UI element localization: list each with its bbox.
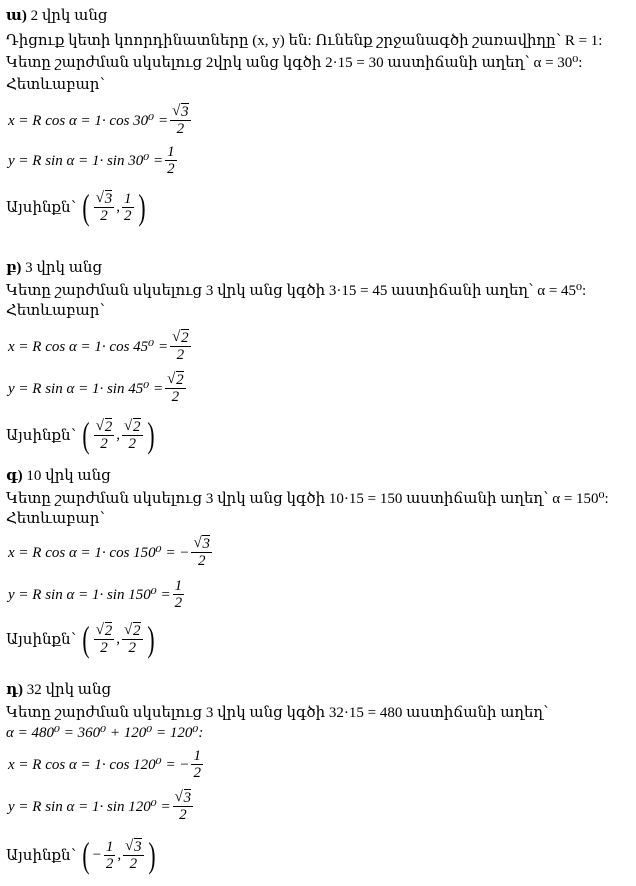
equation-text: x = R cos α = 1· cos 150⁰ = − (8, 544, 190, 561)
intro-text: Դիցուք կետի կոորդինատները (x, y) են: Ունենք շրջանագծի շառավիղը՝ R = 1: (6, 33, 603, 49)
equation-x (8, 100, 193, 140)
fraction-numerator: 3 (183, 789, 192, 806)
fraction-denominator: 2 (197, 552, 206, 569)
fraction (165, 144, 177, 177)
hence-text: Հետևաբար՝ (6, 511, 105, 527)
equation-y (8, 368, 188, 408)
fraction-numerator: 2 (176, 371, 184, 388)
section-letter: գ) (6, 468, 23, 484)
fraction (173, 790, 194, 823)
fraction-numerator: 2 (181, 329, 189, 346)
arc-text: Կետը շարժման սկսելուց 2վրկ անց կգծի 2·15 = 30 աստիճանի աղեղ՝ α = 30⁰: (6, 55, 583, 71)
section-title: 3 վրկ անց (25, 260, 103, 276)
equation-x (8, 532, 214, 572)
equation-y (8, 140, 179, 180)
section-letter: բ) (6, 260, 22, 276)
fraction-numerator: 1 (174, 577, 183, 594)
answer-x-numerator: 1 (105, 838, 114, 855)
fraction-denominator: 2 (174, 594, 183, 611)
answer-x (94, 419, 115, 452)
fraction-numerator: 1 (167, 143, 175, 160)
answer-y-numerator: 3 (134, 838, 142, 855)
section-title: 10 վրկ անց (26, 468, 111, 484)
fraction-denominator: 2 (167, 160, 175, 177)
equation-x (8, 326, 193, 366)
answer-x-denominator: 2 (105, 855, 114, 872)
answer-y-numerator: 2 (133, 622, 141, 639)
equation-text: x = R cos α = 1· cos 45⁰ = (8, 338, 169, 355)
equation-text: x = R cos α = 1· cos 30⁰ = (8, 112, 169, 129)
answer-y (122, 419, 143, 452)
fraction-numerator: 3 (181, 103, 189, 120)
section-title: 32 վրկ անց (26, 682, 112, 698)
answer-label: Այսինքն՝ (6, 631, 77, 648)
fraction (165, 372, 186, 405)
answer-label: Այսինքն՝ (6, 427, 77, 444)
hence-text: Հետևաբար՝ (6, 303, 105, 319)
answer-x (94, 623, 115, 656)
equation-text: x = R cos α = 1· cos 120⁰ = − (8, 756, 190, 773)
answer-x-numerator: 3 (104, 190, 113, 207)
section-heading-c (6, 466, 111, 485)
arc-text: Կետը շարժման սկսելուց 3 վրկ անց կգծի 32·15 = 480 աստիճանի աղեղ՝ (6, 705, 549, 721)
answer-line: Այսինքն՝ ( − $\frac{1}{2}$ , √ $\frac{3}{2}$ ) (6, 830, 158, 880)
fraction-denominator: 2 (193, 764, 201, 781)
answer-line: Այսինքն՝ ( √ $\frac{2}{2}$ , √ $\frac{2}{2}$ ) (6, 410, 157, 460)
answer-y (122, 191, 134, 224)
answer-x-denominator: 2 (100, 435, 108, 452)
fraction-numerator: 3 (202, 535, 210, 552)
fraction (170, 104, 191, 137)
equation-x (8, 744, 205, 784)
answer-y-denominator: 2 (129, 855, 138, 872)
section-heading-b (6, 258, 102, 277)
fraction (170, 330, 191, 363)
fraction-numerator: 1 (193, 747, 201, 764)
answer-y-denominator: 2 (128, 435, 137, 452)
answer-x (104, 839, 116, 872)
fraction-denominator: 2 (171, 388, 180, 405)
answer-y-numerator: 2 (133, 418, 141, 435)
hence-text: Հետևաբար՝ (6, 77, 105, 93)
fraction-denominator: 2 (179, 806, 187, 823)
fraction-denominator: 2 (176, 120, 185, 137)
equation-text: y = R sin α = 1· sin 150⁰ = (8, 586, 171, 603)
equation-text: y = R sin α = 1· sin 45⁰ = (8, 380, 164, 397)
answer-y-denominator: 2 (128, 639, 137, 656)
answer-y-denominator: 2 (124, 207, 132, 224)
answer-x-sign: − (91, 846, 102, 863)
equation-y (8, 786, 195, 826)
answer-x-numerator: 2 (104, 418, 113, 435)
answer-y (123, 839, 144, 872)
answer-y-numerator: 1 (124, 190, 132, 207)
answer-x-denominator: 2 (100, 207, 108, 224)
arc-text: Կետը շարժման սկսելուց 3 վրկ անց կգծի 10·15 = 150 աստիճանի աղեղ՝ α = 150⁰: (6, 491, 609, 507)
answer-label: Այսինքն՝ (6, 847, 77, 864)
section-heading-d (6, 680, 111, 699)
section-heading-a (6, 6, 108, 25)
section-letter: դ) (6, 682, 24, 698)
equation-y (8, 574, 186, 614)
section-letter: ա) (6, 8, 27, 24)
answer-label: Այսինքն՝ (6, 199, 77, 216)
fraction (191, 748, 203, 781)
angle-reduction: α = 480⁰ = 360⁰ + 120⁰ = 120⁰: (6, 725, 204, 741)
fraction-denominator: 2 (176, 346, 185, 363)
fraction (173, 578, 185, 611)
fraction (191, 536, 212, 569)
answer-x-denominator: 2 (100, 639, 108, 656)
equation-text: y = R sin α = 1· sin 120⁰ = (8, 798, 171, 815)
section-title: 2 վրկ անց (30, 8, 108, 24)
answer-x (94, 191, 115, 224)
equation-text: y = R sin α = 1· sin 30⁰ = (8, 152, 164, 169)
answer-line: Այսինքն՝ ( √ $\frac{3}{2}$ , $\frac{1}{2}$ ) (6, 182, 148, 232)
arc-text: Կետը շարժման սկսելուց 3 վրկ անց կգծի 3·15 = 45 աստիճանի աղեղ՝ α = 45⁰: (6, 283, 587, 299)
answer-line: Այսինքն՝ ( √ $\frac{2}{2}$ , √ $\frac{2}{2}$ ) (6, 614, 157, 664)
answer-y (122, 623, 143, 656)
answer-x-numerator: 2 (104, 622, 113, 639)
